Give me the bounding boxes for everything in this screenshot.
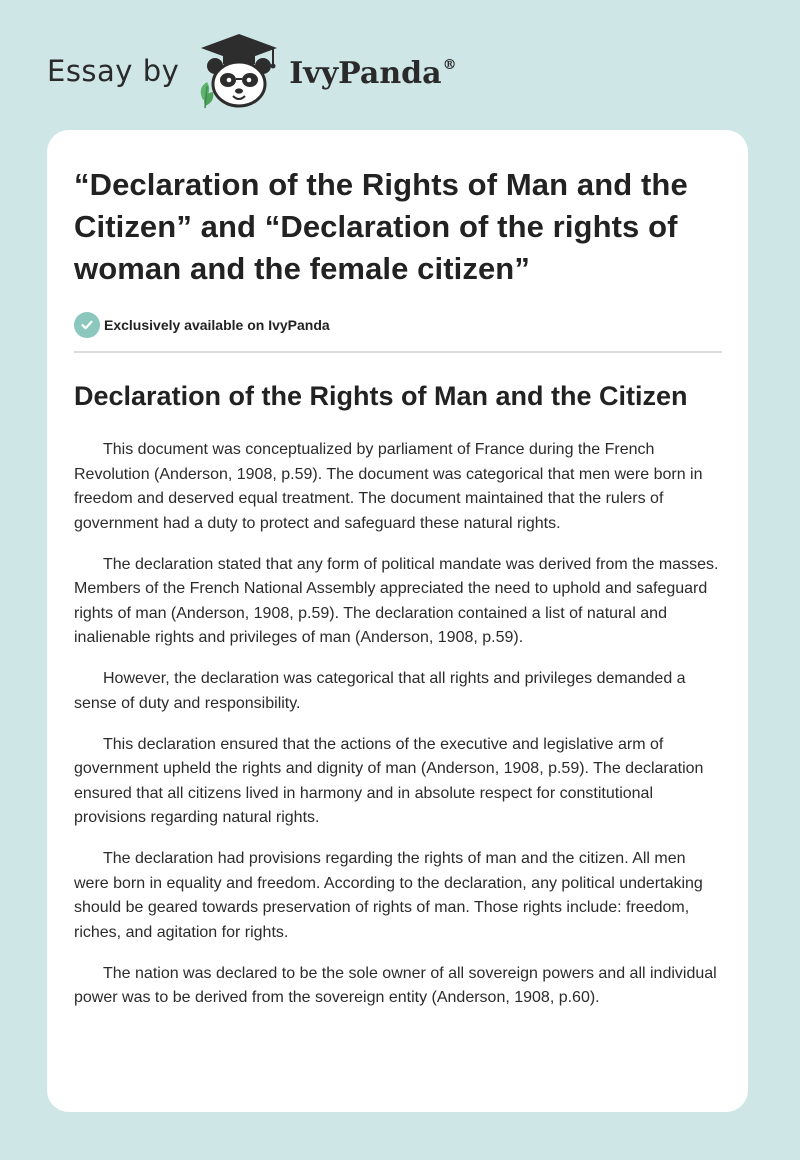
section-heading: Declaration of the Rights of Man and the Citizen [74, 381, 688, 411]
panda-logo-icon[interactable] [193, 30, 285, 110]
paragraph: However, the declaration was categorical that all rights and privileges demanded a sense of duty and responsibility. [74, 670, 686, 712]
availability-label: Exclusively available on IvyPanda [104, 317, 330, 333]
site-header [47, 30, 457, 110]
paragraph: This declaration ensured that the actions of the executive and legislative arm of government upheld the rights and dignity of man (Anderson, 1908, p.59). The declaration ensured that all citizens lived in harmony and in absolute respect for constitutional provisions regarding natural rights. [74, 735, 704, 826]
paragraph: The declaration had provisions regarding the rights of man and the citizen. All men were born in equality and freedom. According to the declaration, any political undertaking should be geared towards preservation of rights of man. Those rights include: freedom, riches, and agitation for rights. [74, 850, 703, 941]
paragraph: The declaration stated that any form of political mandate was derived from the masses. Members of the French National Assembly appreciated the need to uphold and safeguard rights of man (Anderson, 1908, p.59). The declaration contained a list of natural and inalienable rights and privileges of man (Anderson, 1908, p.59). [74, 555, 719, 646]
paragraph: The nation was declared to be the sole owner of all sovereign powers and all individual power was to be derived from the sovereign entity (Anderson, 1908, p.60). [74, 964, 717, 1006]
essay-body [74, 438, 721, 1011]
paragraph: This document was conceptualized by parliament of France during the French Revolution (Anderson, 1908, p.59). The document was categorical that men were born in freedom and deserved equal treatment. The document maintained that the rulers of government had a duty to protect and safeguard these natural rights. [74, 441, 703, 532]
divider [74, 351, 722, 353]
essay-by-label: Essay by [47, 54, 180, 88]
registered-mark: ® [442, 56, 457, 73]
brand-name[interactable]: IvyPanda® [289, 55, 457, 91]
check-circle-icon [74, 312, 100, 338]
essay-title: “Declaration of the Rights of Man and the Citizen” and “Declaration of the rights of woman and the female citizen” [74, 167, 688, 286]
availability-badge [74, 312, 721, 338]
essay-card [47, 130, 748, 1112]
